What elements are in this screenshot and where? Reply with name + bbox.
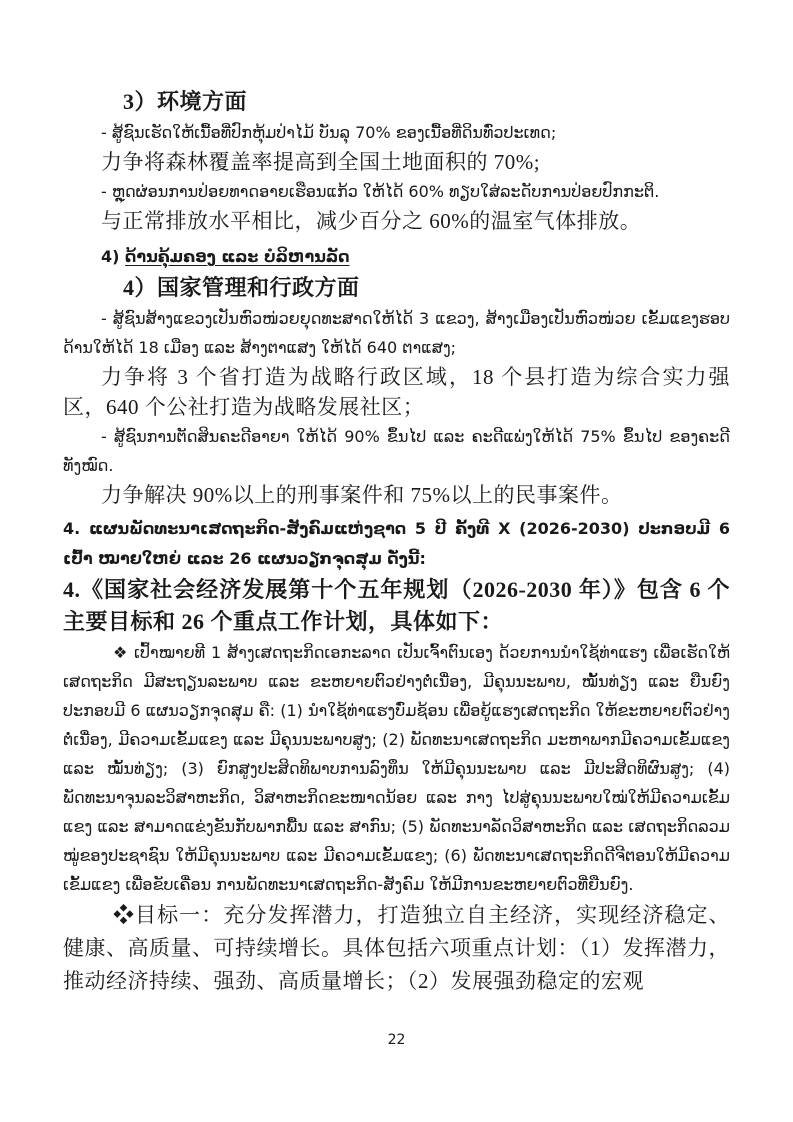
admin-cases-target-lo-text: - ສູ້ຊົນການຕັດສິນຄະດີອາຍາ ໃຫ້ໄດ້ 90% ຂຶ້ນໄປ ແລະ ຄະດີແພ່ງໃຫ້ໄດ້ 75% ຂຶ້ນໄປ ຂອງຄະດີທັງໝົດ. (63, 427, 730, 475)
admin-units-target-zh-text: 力争将 3 个省打造为战略行政区域，18 个县打造为综合实力强区，640 个公社打造为战略发展社区； (63, 365, 730, 419)
admin-section-heading-zh (63, 272, 730, 304)
goal1-paragraph-lo (63, 638, 730, 899)
admin-units-target-lo-text: - ສູ້ຊົນສ້າງແຂວງເປັນຫົວໜ່ວຍຍຸດທະສາດໃຫ້ໄດ້ 3 ແຂວງ, ສ້າງເມືອງເປັນຫົວໜ່ວຍ ເຂັ້ມແຂງຮອບດ້ານໃຫ້ໄດ້ 18 ເມືອງ ແລະ ສ້າງຕາແສງ ໃຫ້ໄດ້ 640 ຕາແສງ; (63, 309, 730, 357)
page-number: 22 (387, 1032, 406, 1048)
env-emissions-target-zh (63, 206, 730, 236)
plan-section-heading-zh-text: 4.《国家社会经济发展第十个五年规划（2026-2030 年）》包含 6 个主要目标和 26 个重点工作计划，具体如下： (63, 577, 730, 634)
admin-section-heading-zh-text: 4）国家管理和行政方面 (123, 275, 360, 300)
goal1-paragraph-lo-text: ❖ ເປົ້າໝາຍທີ 1 ສ້າງເສດຖະກິດເອກະລາດ ເປັນເຈົ້າຕົນເອງ ດ້ວຍການນຳໃຊ້ທ່າແຮງ ເພື່ອເຮັດໃຫ້ເສດຖະກິດ ມີສະຖຽນລະພາບ ແລະ ຂະຫຍາຍຕົວຢ່າງຕໍ່ເນື່ອງ, ມີຄຸນນະພາບ, ໝັ້ນທ່ຽງ ແລະ ຍືນຍົງ ປະກອບມີ 6 ແຜນວຽກຈຸດສຸມ ຄື: (1) ນຳໃຊ້ທ່າແຮງບົ່ມຊ້ອນ ເພື່ອຍູ້ແຮງເສດຖະກິດ ໃຫ້ຂະຫຍາຍຕົວຢ່າງຕໍ່ເນື່ອງ, ມີຄວາມເຂັ້ມແຂງ ແລະ ມີຄຸນນະພາບສູງ; (2) ພັດທະນາເສດຖະກິດ ມະຫາພາກມີຄວາມເຂັ້ມແຂງ ແລະ ໝັ້ນທ່ຽງ; (3) ຍົກສູງປະສິດທິພາບການລົງທຶນ ໃຫ້ມີຄຸນນະພາບ ແລະ ມີປະສິດທິຜົນສູງ; (4) ພັດທະນາຈຸນລະວິສາຫະກິດ, ວິສາຫະກິດຂະໜາດນ້ອຍ ແລະ ກາງ ໄປສູ່ຄຸນນະພາບໃໝ່ໃຫ້ມີຄວາມເຂັ້ມແຂງ ແລະ ສາມາດແຂ່ງຂັນກັບພາກພື້ນ ແລະ ສາກົນ; (5) ພັດທະນາລັດວິສາຫະກິດ ແລະ ເສດຖະກິດລວມໝູ່ຂອງປະຊາຊົນ ໃຫ້ມີຄຸນນະພາບ ແລະ ມີຄວາມເຂັ້ມແຂງ; (6) ພັດທະນາເສດຖະກິດດີຈີຕອນໃຫ້ມີຄວາມເຂັ້ມແຂງ ເພື່ອຂັບເຄື່ອນ ການພັດທະນາເສດຖະກິດ-ສັງຄົມ ໃຫ້ມີການຂະຫຍາຍຕົວທີ່ຍືນຍົງ. (63, 643, 730, 894)
env-section-heading-zh-text: 3）环境方面 (123, 89, 248, 114)
admin-units-target-zh (63, 362, 730, 422)
plan-section-heading-lo-text: 4. ແຜນພັດທະນາເສດຖະກິດ-ສັງຄົມແຫ່ງຊາດ 5 ປີ ຄັ້ງທີ X (2026-2030) ປະກອບມີ 6 ເປົ້າ ໝາຍໃຫຍ່ ແລະ 26 ແຜນວຽກຈຸດສຸມ ດັ່ງນີ້: (63, 519, 730, 568)
env-forest-target-lo-text: - ສູ້ຊົນເຮັດໃຫ້ເນື້ອທີ່ປົກຫຸ້ມປ່າໄມ້ ບັນລຸ 70% ຂອງເນື້ອທີ່ດິນທົ່ວປະເທດ; (101, 123, 557, 142)
goal1-paragraph-zh (63, 899, 730, 998)
page-content (63, 86, 730, 998)
admin-units-target-lo (63, 304, 730, 362)
admin-cases-target-zh-text: 力争解决 90%以上的刑事案件和 75%以上的民事案件。 (101, 483, 623, 507)
plan-section-heading-zh (63, 574, 730, 638)
env-forest-target-zh (63, 147, 730, 177)
env-emissions-target-lo-text: - ຫຼຸດຜ່ອນການປ່ອຍທາດອາຍເຮືອນແກ້ວ ໃຫ້ໄດ້ 60% ທຽບໃສ່ລະດັບການປ່ອຍປົກກະຕິ. (101, 182, 660, 201)
env-emissions-target-zh-text: 与正常排放水平相比，减少百分之 60%的温室气体排放。 (101, 209, 642, 233)
admin-cases-target-zh (63, 480, 730, 510)
env-section-heading-zh (63, 86, 730, 118)
admin-cases-target-lo (63, 422, 730, 480)
goal1-paragraph-zh-text: ❖目标一：充分发挥潜力，打造独立自主经济，实现经济稳定、健康、高质量、可持续增长。具体包括六项重点计划：（1）发挥潜力，推动经济持续、强劲、高质量增长；（2）发展强劲稳定的宏观 (63, 903, 730, 993)
env-emissions-target-lo (63, 177, 730, 206)
admin-heading-lo-underlined-text: ດ້ານຄຸ້ມຄອງ ແລະ ບໍລິຫານລັດ (125, 247, 350, 266)
admin-heading-lo-number: 4) (101, 247, 126, 266)
env-forest-target-lo (63, 118, 730, 147)
admin-section-heading-lo (63, 242, 730, 272)
env-forest-target-zh-text: 力争将森林覆盖率提高到全国土地面积的 70%; (101, 150, 541, 174)
plan-section-heading-lo (63, 514, 730, 574)
